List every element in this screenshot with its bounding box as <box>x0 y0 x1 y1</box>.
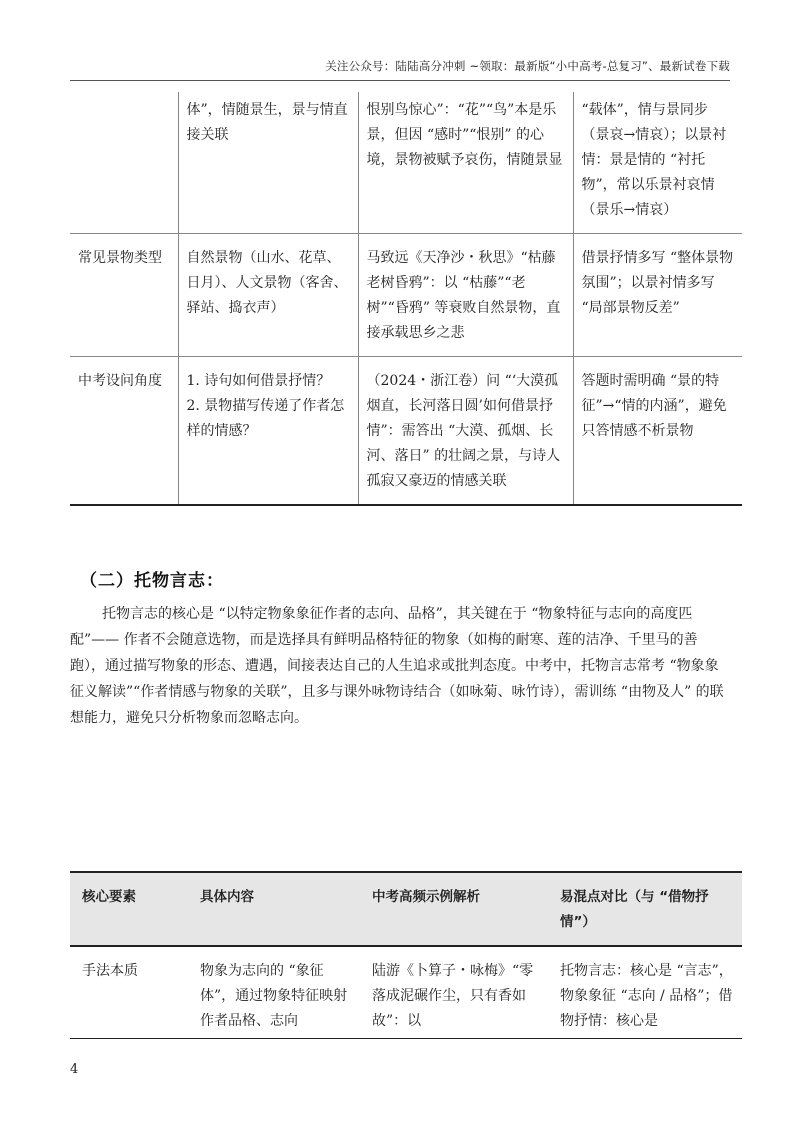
table-row <box>70 92 742 234</box>
object-aspiration-table <box>70 871 742 1039</box>
header-divider <box>70 80 730 81</box>
table-cell <box>70 92 178 234</box>
table-cell: 常见景物类型 <box>70 234 178 357</box>
table-cell: 1. 诗句如何借景抒情？ 2. 景物描写传递了作者怎样的情感？ <box>178 357 358 506</box>
table-row <box>70 946 742 1039</box>
column-header: 中考高频示例解析 <box>360 872 548 946</box>
table-cell: 手法本质 <box>70 946 188 1039</box>
section-paragraph: 托物言志的核心是 “以特定物象象征作者的志向、品格”，其关键在于 “物象特征与志向的高度匹配”—— 作者不会随意选物，而是选择具有鲜明品格特征的物象（如梅的耐寒、莲的洁净、千里马的善跑），通过描写物象的形态、遭遇，间接表达自己的人生追求或批判态度。中考中，托物言志常考 “物象象征义解读”“作者情感与物象的关联”，且多与课外咏物诗结合（如咏菊、咏竹诗），需训练 “由物及人” 的联想能力，避免只分析物象而忽略志向。 <box>70 606 724 726</box>
table-cell: 中考设问角度 <box>70 357 178 506</box>
column-header: 易混点对比（与 “借物抒情”） <box>548 872 742 946</box>
section-title: （二）托物言志： <box>80 571 224 591</box>
table-cell: 马致远《天净沙・秋思》“枯藤老树昏鸦”：以 “枯藤”“老树”“昏鸦” 等衰败自然景物，直接承载思乡之悲 <box>358 234 573 357</box>
table-row <box>70 357 742 506</box>
table-cell: 托物言志：核心是 “言志”，物象象征 “志向 / 品格”；借物抒情：核心是 <box>548 946 742 1039</box>
table-header-row <box>70 872 742 946</box>
column-header: 具体内容 <box>188 872 360 946</box>
table-cell: （2024・浙江卷）问 “‘大漠孤烟直，长河落日圆’如何借景抒情”：需答出 “大漠、孤烟、长河、落日” 的壮阔之景，与诗人孤寂又豪迈的情感关联 <box>358 357 573 506</box>
table-cell: 陆游《卜算子・咏梅》“零落成泥碾作尘，只有香如故”：以 <box>360 946 548 1039</box>
table-row <box>70 234 742 357</box>
page-number: 4 <box>70 1062 79 1077</box>
table-cell: 恨别鸟惊心”：“花”“鸟”本是乐景，但因 “感时”“恨别” 的心境，景物被赋予哀伤，情随景显 <box>358 92 573 234</box>
table-cell: “载体”，情与景同步（景哀→情哀）；以景衬情：景是情的 “衬托物”，常以乐景衬哀情（景乐→情哀） <box>573 92 742 234</box>
column-header: 核心要素 <box>70 872 188 946</box>
page-header: 关注公众号：陆陆高分冲刺 ~领取：最新版“小中高考-总复习”、最新试卷下载 <box>325 59 730 73</box>
table-cell: 借景抒情多写 “整体景物氛围”；以景衬情多写 “局部景物反差” <box>573 234 742 357</box>
table-cell: 自然景物（山水、花草、日月）、人文景物（客舍、驿站、捣衣声） <box>178 234 358 357</box>
table-cell: 物象为志向的 “象征体”，通过物象特征映射作者品格、志向 <box>188 946 360 1039</box>
table-cell: 答题时需明确 “景的特征”→“情的内涵”，避免只答情感不析景物 <box>573 357 742 506</box>
table-cell: 体”，情随景生，景与情直接关联 <box>178 92 358 234</box>
scene-emotion-table <box>70 92 742 506</box>
